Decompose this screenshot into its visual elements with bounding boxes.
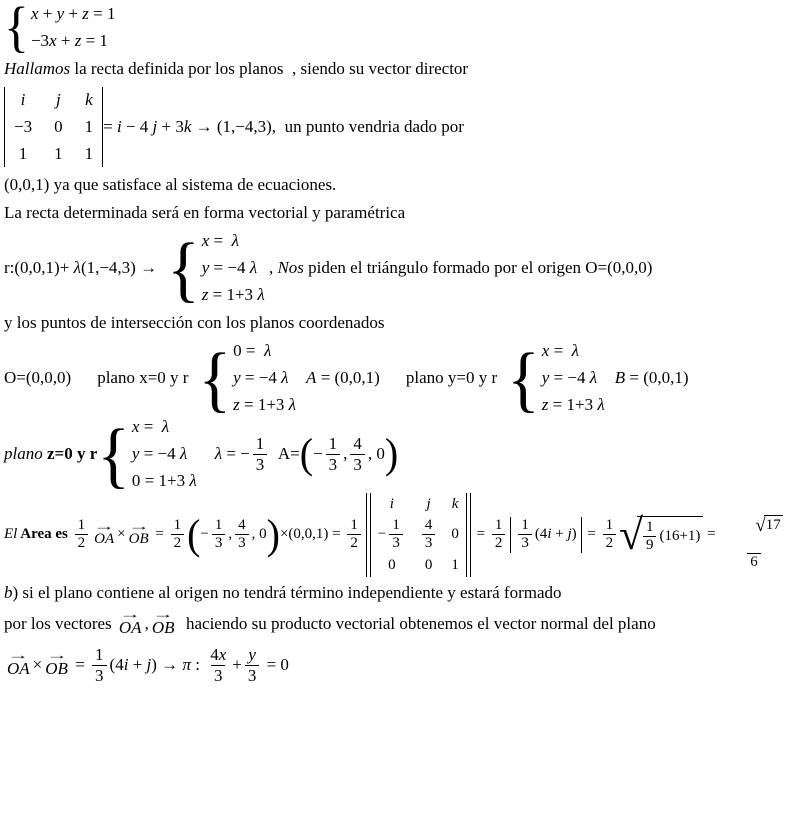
- matrix-cell: i: [389, 496, 394, 512]
- plano-x-label: plano x=0 y r: [97, 368, 189, 387]
- denominator: 2: [75, 534, 89, 552]
- equals: =: [472, 526, 489, 543]
- fraction-one-third: [389, 517, 403, 553]
- matrix-cell: j: [55, 90, 61, 109]
- point-a-result: A = (0,0,1): [306, 368, 380, 387]
- parametric-lead: (0,0,1)+ λ(1,−4,3) →: [14, 258, 158, 277]
- el-word: El: [4, 526, 18, 543]
- param-row-y: y = −4 λ: [201, 258, 258, 277]
- line-area: El Area es $\frac{1}{2}$ → OA × → OB = $\frac{1}{2}$ ( − $\frac{1}{3}$ , $\frac{4}{3}$ , 0 ) ×(0,0,1) = $\frac{1}{2}$ i j k − $\frac{1}{3}$ $\frac{4}{3}$ 0 0 0 1 = $\frac{1}{2}$ $\frac{1}{3}$ (4i + j) = $\frac{1}{2}$ √ $\frac{1}{9}$ (16+1) = √ 17 6: [4, 493, 806, 577]
- determinant-note: un punto vendria dado por: [276, 117, 464, 136]
- vector-arrow-icon: →: [119, 606, 142, 621]
- cross-product-determinant: [370, 493, 467, 577]
- vectores-pre: por los vectores: [4, 613, 116, 633]
- final-expression: (4i + j) → π :: [109, 655, 205, 675]
- numerator: 4: [353, 433, 362, 453]
- denominator: 3: [389, 534, 403, 552]
- vector-oa-label: OA: [118, 617, 142, 637]
- fraction-one-third: [326, 434, 341, 474]
- plano-z-row3: 0 = 1+3 λ: [131, 471, 197, 490]
- vector-ob-label: OB: [151, 617, 175, 637]
- norm-bars: [366, 493, 471, 577]
- matrix-cell: 1: [84, 144, 94, 163]
- point-value: (0,0,1): [4, 175, 50, 194]
- matrix-cell: k: [451, 496, 459, 512]
- denominator: 2: [347, 534, 361, 552]
- determinant-matrix: [4, 87, 103, 167]
- abs-expression: (4i + j): [534, 526, 577, 543]
- hallamos-word: Hallamos: [4, 59, 71, 78]
- denominator: 2: [603, 534, 617, 552]
- fraction-result: [722, 498, 785, 571]
- comma: ,: [343, 444, 348, 463]
- numerator: 1: [494, 517, 503, 533]
- comma: ,: [228, 526, 233, 543]
- numerator: 1: [645, 518, 654, 535]
- plano-z-italic: plano: [4, 444, 43, 463]
- line-parametric: [4, 226, 806, 309]
- numerator: 4: [424, 517, 433, 533]
- line-vectores: [4, 606, 806, 638]
- minus-sign: −: [200, 526, 209, 543]
- origin-point: O=(0,0,0): [4, 368, 72, 387]
- vector-oa: [7, 647, 30, 679]
- square-root: [619, 510, 703, 559]
- vectores-post: haciendo su producto vectorial obtenemos el vector normal del plano: [177, 613, 656, 633]
- fraction-one-half: [75, 517, 89, 553]
- line-planos-xy: [4, 336, 806, 419]
- fraction-one-half: [603, 517, 617, 553]
- numerator: 1: [95, 645, 104, 665]
- line-determinant: [4, 87, 806, 167]
- denominator: 2: [492, 534, 506, 552]
- numerator: 1: [328, 433, 338, 453]
- vector-arrow-icon: →: [93, 518, 115, 533]
- fraction-four-thirds: [350, 434, 365, 474]
- plano-z-bold: z=0 y r: [42, 444, 98, 463]
- fraction-one-ninth: [643, 519, 657, 555]
- parametric-rest: piden el triángulo formado por el origen O=(0,0,0): [303, 258, 653, 277]
- line-hallamos: [4, 59, 806, 79]
- plano-x-system: [198, 336, 297, 419]
- recta-text: La recta determinada será en forma vectorial y paramétrica: [4, 203, 406, 222]
- vector-arrow-icon: →: [152, 606, 174, 621]
- matrix-cell: j: [426, 496, 431, 512]
- numerator: 1: [255, 433, 265, 453]
- plano-y-row3: z = 1+3 λ: [541, 395, 605, 414]
- vector-arrow-icon: →: [45, 647, 68, 662]
- matrix-cell-minus-one-third: [378, 517, 406, 553]
- fraction-one-third: [253, 434, 268, 474]
- radicand-expression: (16+1): [659, 527, 701, 544]
- point-b-result: B = (0,0,1): [614, 368, 689, 387]
- line-point: [4, 175, 806, 195]
- equation-1: x + y + z = 1: [30, 4, 116, 23]
- plano-x-row3: z = 1+3 λ: [233, 395, 297, 414]
- denominator: 3: [235, 534, 249, 552]
- vector-ob-label: OB: [128, 530, 149, 547]
- numerator: 4: [238, 517, 246, 533]
- numerator: 1: [392, 517, 400, 533]
- area-es-label: Area es: [17, 526, 72, 543]
- plus-sign: +: [232, 655, 242, 675]
- matrix-cell: 1: [54, 144, 63, 163]
- comma: ,: [144, 613, 149, 633]
- denominator: 3: [245, 665, 260, 686]
- matrix-cell: i: [20, 90, 26, 109]
- line-interseccion: [4, 313, 806, 333]
- fraction-4x-over-3: [207, 645, 229, 685]
- vector-oa: [93, 518, 115, 548]
- denominator: 3: [350, 454, 365, 475]
- radicand: [637, 516, 703, 555]
- denominator: 3: [212, 534, 226, 552]
- numerator: 1: [77, 517, 86, 533]
- plano-x-row1: 0 = λ: [233, 341, 272, 360]
- vector-oa: [118, 606, 142, 638]
- vector-ob: [45, 647, 68, 679]
- equation-2: −3x + z = 1: [30, 31, 108, 50]
- matrix-cell: 1: [84, 117, 94, 136]
- minus-sign: −: [313, 444, 323, 463]
- matrix-cell: 0: [451, 526, 459, 543]
- numerator: 1: [350, 517, 358, 533]
- vector-arrow-icon: →: [127, 518, 150, 533]
- hallamos-rest: la recta definida por los planos , siendo su vector director: [70, 59, 469, 78]
- fraction-one-half: [492, 517, 506, 553]
- r-label: r:: [4, 258, 15, 277]
- determinant-result: = i − 4 j + 3k → (1,−4,3),: [103, 117, 277, 136]
- vector-ob: [127, 518, 150, 548]
- numerator: 1: [521, 517, 529, 533]
- line-final-equation: [4, 645, 806, 685]
- line-recta: [4, 203, 806, 223]
- lambda-equals: λ = −: [214, 444, 250, 463]
- plano-y-system: [507, 336, 605, 419]
- absolute-value-group: [510, 517, 581, 553]
- denominator: 2: [171, 534, 185, 552]
- param-row-x: x = λ: [201, 231, 240, 250]
- interseccion-text: y los puntos de intersección con los planos coordenados: [4, 313, 385, 332]
- plano-y-row2: y = −4 λ: [541, 368, 598, 387]
- denominator: 3: [211, 665, 226, 686]
- equals: =: [703, 526, 720, 543]
- vector-oa-label: OA: [94, 530, 115, 547]
- plano-y-row1: x = λ: [541, 341, 580, 360]
- denominator: 3: [326, 454, 341, 475]
- vector-arrow-icon: →: [7, 647, 30, 662]
- numerator: 4x: [210, 645, 227, 665]
- a-label: A=: [270, 444, 300, 463]
- fraction-one-third: [518, 517, 532, 553]
- equals-zero: = 0: [262, 655, 289, 675]
- matrix-cell: 0: [54, 117, 63, 136]
- vector-oa-label: OA: [7, 658, 30, 678]
- vector-ob: [151, 606, 175, 638]
- fraction-four-thirds: [235, 517, 249, 553]
- line-system-equations: [4, 0, 806, 58]
- fraction-one-half: [347, 517, 361, 553]
- numerator: 1: [173, 517, 182, 533]
- denominator: 3: [253, 454, 268, 475]
- left-brace: {: [507, 336, 540, 419]
- b-label: b: [4, 582, 13, 602]
- plano-z-system: [97, 412, 197, 495]
- point-text: ya que satisface al sistema de ecuaciones.: [49, 175, 337, 194]
- plano-x-row2: y = −4 λ: [233, 368, 289, 387]
- matrix-cell: 0: [424, 556, 433, 573]
- numerator: 1: [605, 517, 614, 533]
- fraction-y-over-3: [245, 645, 260, 685]
- matrix-cell: 1: [451, 556, 459, 573]
- matrix-cell: 0: [388, 556, 396, 573]
- plano-z-row1: x = λ: [131, 417, 170, 436]
- plano-z-row2: y = −4 λ: [131, 444, 188, 463]
- equals: =: [583, 526, 600, 543]
- left-brace: {: [167, 226, 200, 309]
- denominator: 3: [422, 534, 436, 552]
- matrix-cell: k: [85, 90, 93, 109]
- radical-sign: √: [755, 514, 766, 536]
- line-part-b: [4, 583, 806, 603]
- equation-system: [4, 0, 116, 58]
- denominator: 3: [92, 665, 107, 686]
- cross-product-sign: ×: [32, 655, 43, 675]
- vector-ob-label: OB: [45, 658, 68, 678]
- fraction-one-third: [92, 645, 107, 685]
- square-root-17: [755, 515, 782, 534]
- numerator: 1: [214, 517, 223, 533]
- fraction-one-third: [212, 517, 226, 553]
- result-denominator: 6: [747, 553, 761, 571]
- denominator: 3: [518, 534, 532, 552]
- result-numerator: [722, 498, 785, 553]
- plano-y-label: plano y=0 y r: [405, 368, 498, 387]
- cross-product-sign: ×: [117, 526, 126, 543]
- equals: =: [70, 655, 90, 675]
- matrix-cell: 1: [18, 144, 28, 163]
- numerator: y: [248, 645, 256, 665]
- fraction-one-half: [171, 517, 185, 553]
- param-row-z: z = 1+3 λ: [201, 285, 265, 304]
- part-b-text: ) si el plano contiene al origen no tendrá término independiente y estará formado: [12, 582, 562, 602]
- parametric-system: [167, 226, 265, 309]
- line-plano-z: plano z=0 y r { x = λ y = −4 λ 0 = 1+3 λ λ = − $\frac{1}{3}$ A= ( − $\frac{1}{3}$ , $\frac{4}{3}$ , 0 ): [4, 412, 399, 495]
- left-brace: {: [198, 336, 232, 419]
- tuple-rest: , 0: [251, 526, 267, 543]
- left-brace: {: [4, 0, 29, 58]
- tuple-rest: , 0: [367, 444, 385, 463]
- nos-word: Nos: [277, 258, 304, 277]
- radical-sign: √: [619, 510, 643, 559]
- denominator: 9: [643, 536, 657, 554]
- radicand: 17: [765, 517, 781, 534]
- fraction-four-thirds: [422, 517, 436, 553]
- times-vector-b: ×(0,0,1) =: [279, 526, 345, 543]
- left-brace: {: [97, 412, 130, 495]
- minus-sign: −: [377, 526, 387, 543]
- equals: =: [151, 526, 168, 543]
- comma-sep: ,: [264, 258, 278, 277]
- matrix-cell: −3: [14, 117, 33, 136]
